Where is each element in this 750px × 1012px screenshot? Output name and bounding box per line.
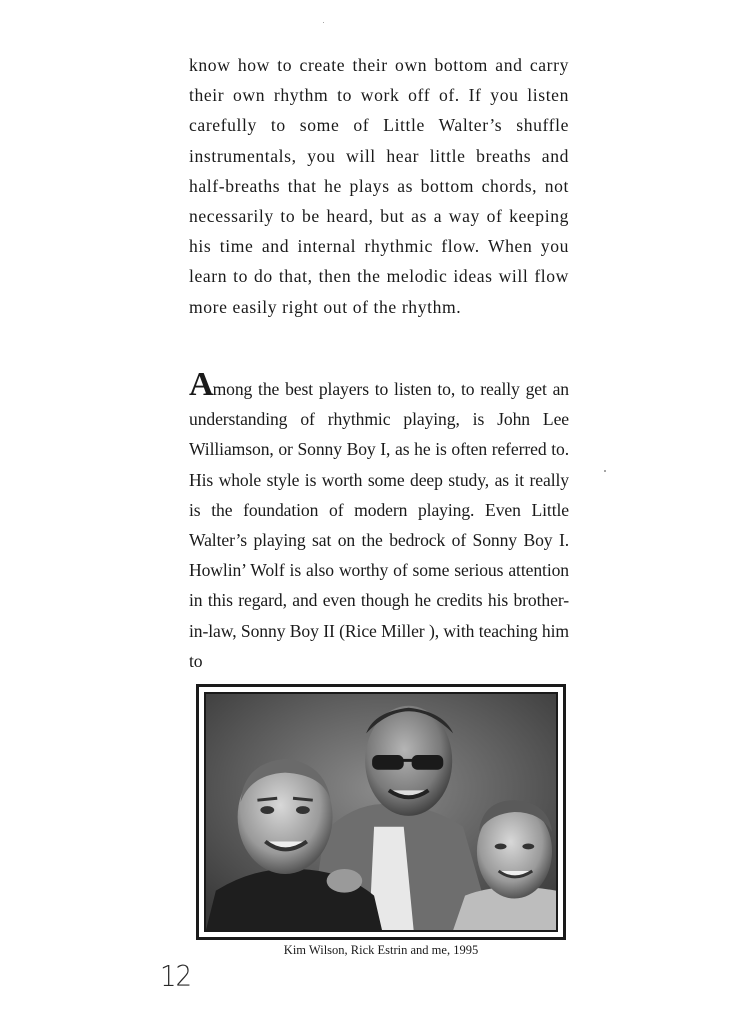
body-paragraph-2-text: mong the best players to listen to, to really get an understanding of rhythmic playing, is John Lee Williamson, or Sonny Boy I, as he is often referred to. His whole style is worth some deep study, as it really is the foundation of modern playing. Even Little Walter’s playing sat on the bedrock of Sonny Boy I. Howlin’ Wolf is also worthy of some serious attention in this regard, and even though he credits his brother-in-law, Sonny Boy II (Rice Miller ), with teaching him to [189,379,569,671]
body-paragraph-2 [189,366,569,676]
photo-frame [196,684,566,940]
group-photo [204,692,558,932]
page-number: 12 [160,960,192,994]
drop-cap: A [189,366,213,403]
photo-caption: Kim Wilson, Rick Estrin and me, 1995 [283,943,479,957]
scan-speck [323,22,324,23]
body-paragraph-1: know how to create their own bottom and carry their own rhythm to work off of. If you listen carefully to some of Little Walter’s shuffle instrumentals, you will hear little breaths and half-breaths that he plays as bottom chords, not necessarily to be heard, but as a way of keeping his time and internal rhythmic flow. When you learn to do that, then the melodic ideas will flow more easily right out of the rhythm. [189,55,569,317]
scan-speck [604,470,606,472]
